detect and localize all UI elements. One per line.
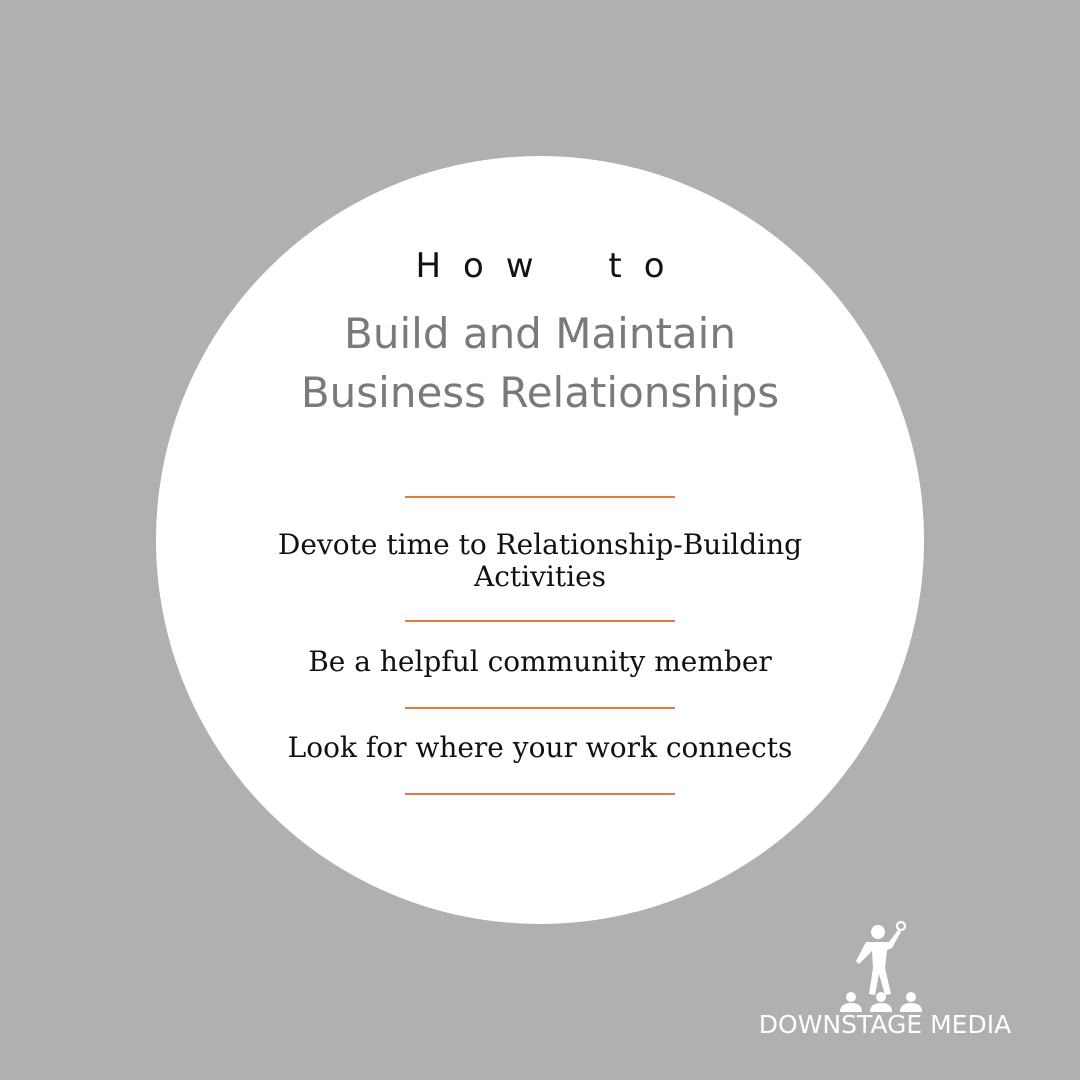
tip-1-line-1: Devote time to Relationship-Building <box>277 528 803 561</box>
divider-rule <box>405 793 675 795</box>
title-line-1: Build and Maintain <box>344 309 736 358</box>
title-line-2: Business Relationships <box>300 368 780 417</box>
divider-rule <box>405 620 675 622</box>
tip-3-line-1: Look for where your work connects <box>287 731 793 764</box>
brand-name: DOWNSTAGE MEDIA <box>758 1010 1012 1039</box>
tip-1-line-2: Activities <box>473 560 607 593</box>
how-to-kicker: How to <box>415 246 687 286</box>
divider-rule <box>405 707 675 709</box>
performer-audience-icon <box>835 918 935 1014</box>
tip-2-line-1: Be a helpful community member <box>308 645 772 678</box>
tip-item <box>0 529 1080 593</box>
tip-item <box>0 646 1080 678</box>
brand-logo <box>740 918 1030 1048</box>
tip-item <box>0 732 1080 764</box>
divider-rule <box>405 496 675 498</box>
